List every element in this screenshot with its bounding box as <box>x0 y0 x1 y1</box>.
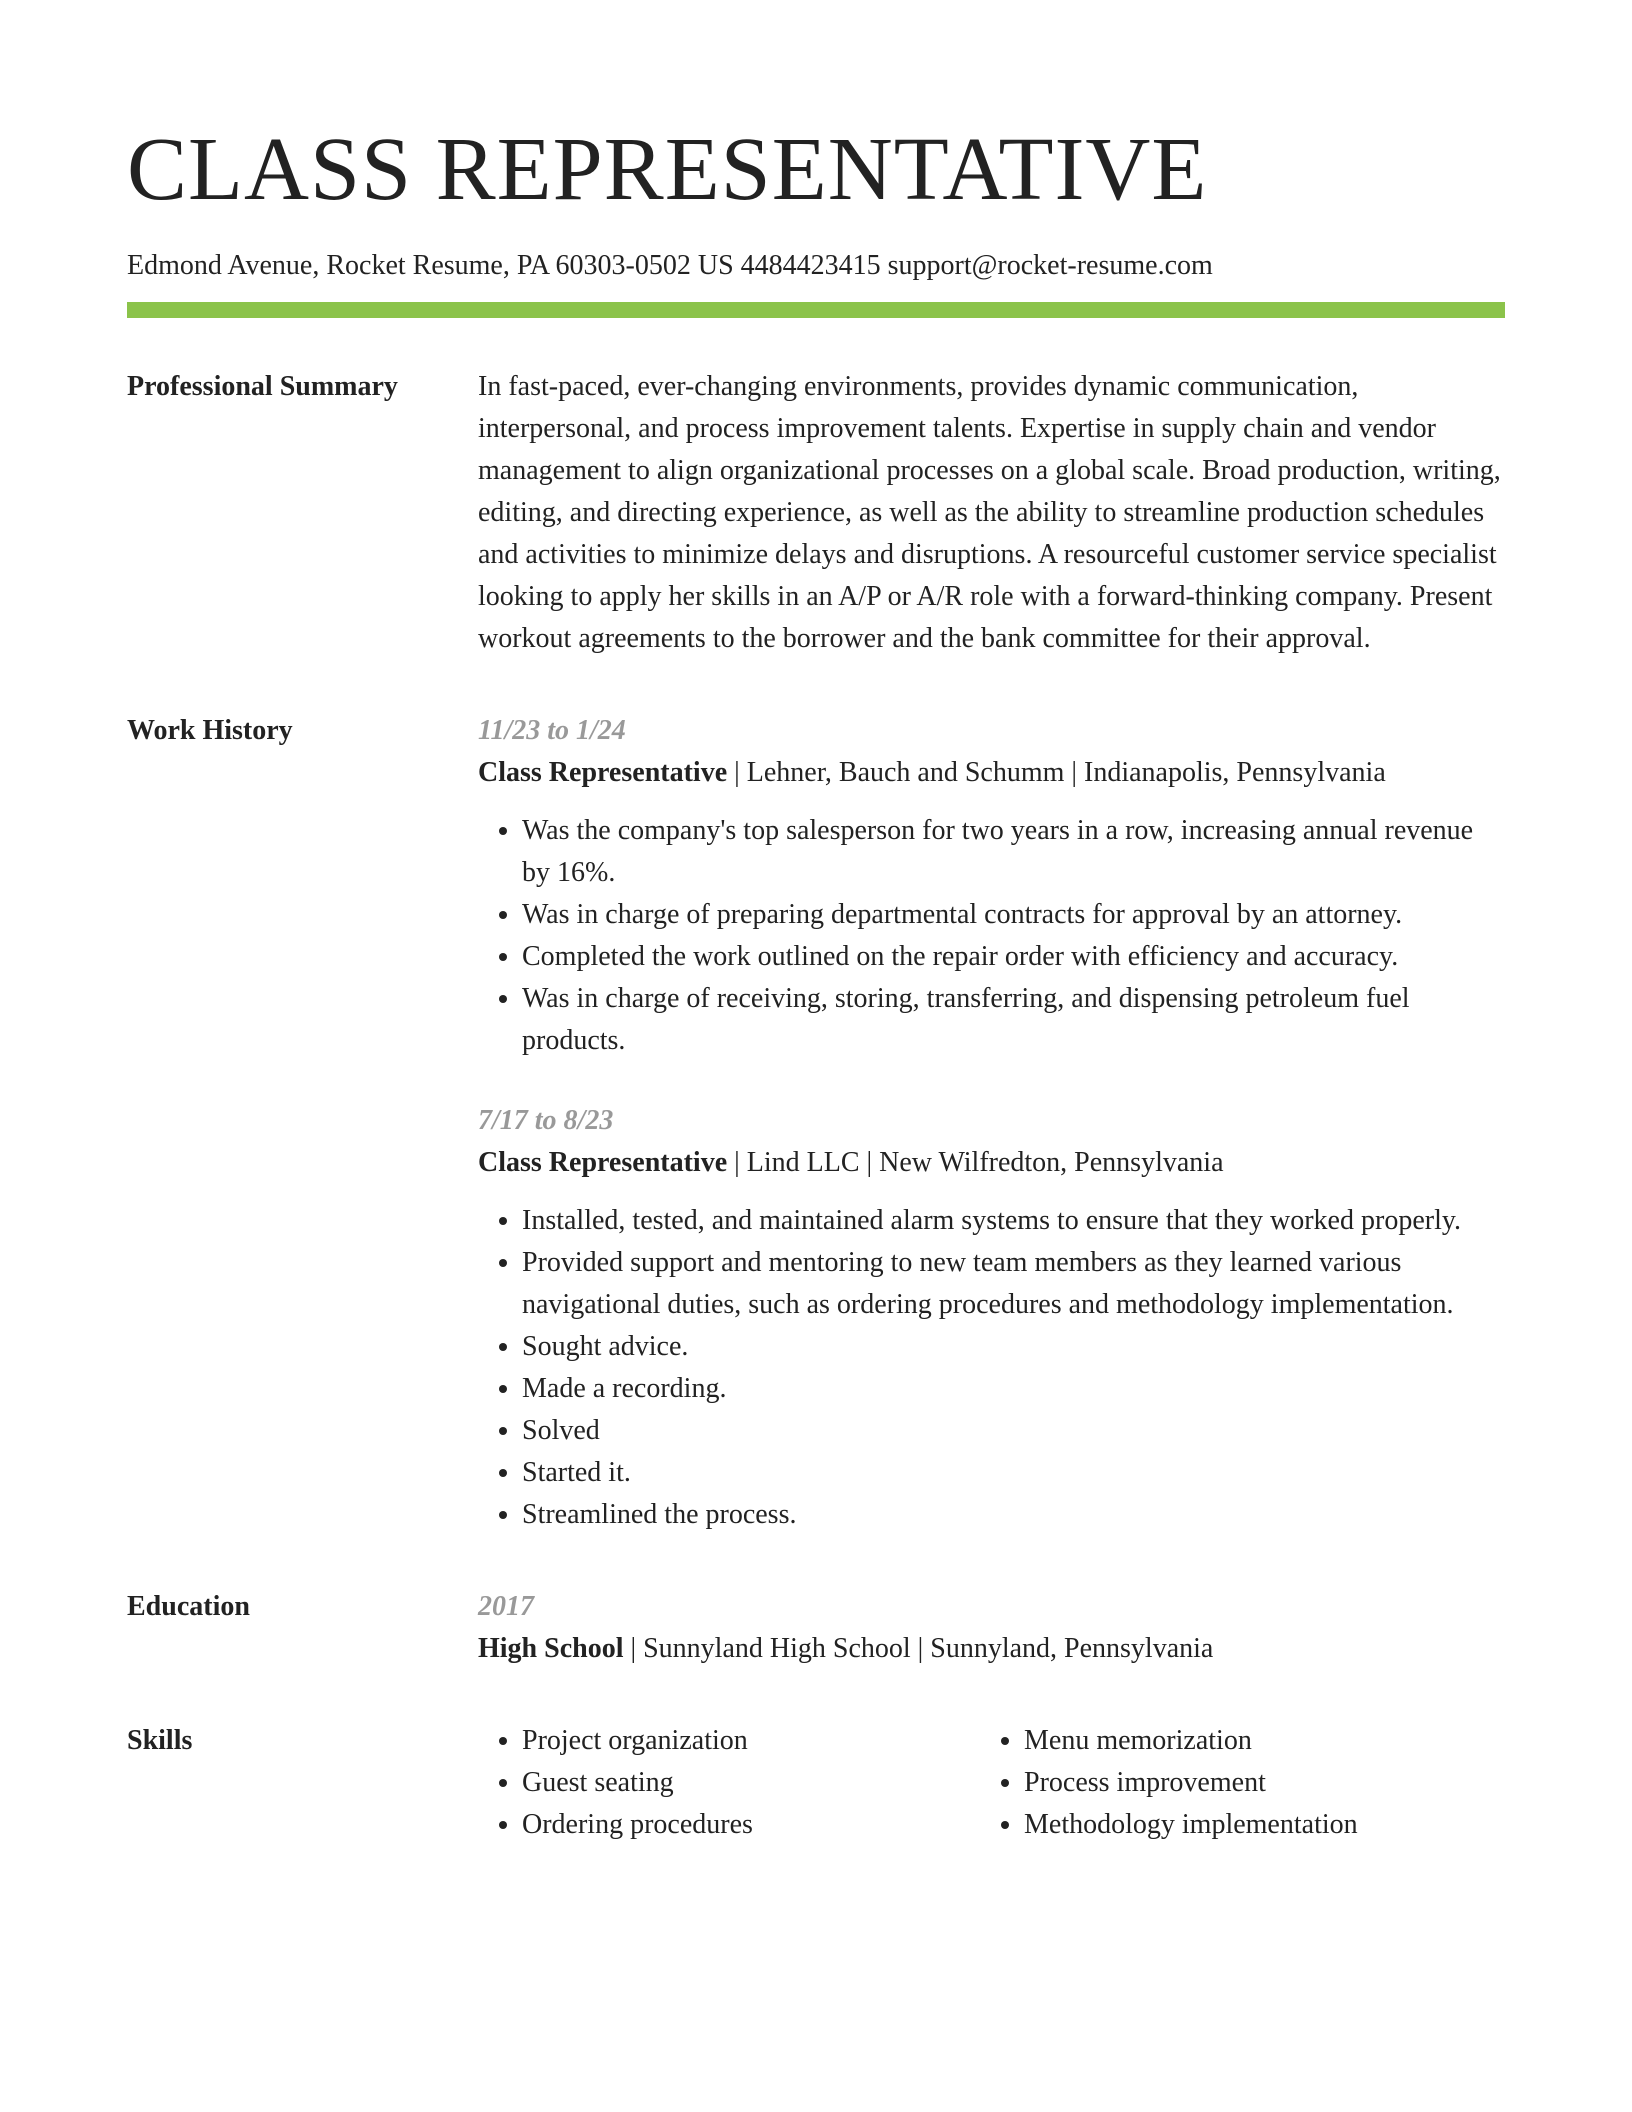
job-bullets <box>478 1200 1505 1536</box>
resume-name: CLASS REPRESENTATIVE <box>127 120 1208 219</box>
job-title: Class Representative <box>478 1147 728 1178</box>
skills-list-right <box>980 1720 1482 1846</box>
accent-divider <box>127 302 1505 318</box>
skills-list-left <box>478 1720 980 1846</box>
education-line <box>478 1628 1505 1670</box>
job-bullet: • Started it. <box>522 1452 1505 1494</box>
skill-item: • Process improvement <box>1024 1762 1482 1804</box>
work-history-section <box>127 710 1505 1536</box>
summary-section <box>127 366 1505 660</box>
job-entry <box>478 710 1505 1062</box>
education-label: Education <box>127 1591 250 1622</box>
contact-line: Edmond Avenue, Rocket Resume, PA 60303-0502 US 4484423415 support@rocket-resume.com <box>127 250 1213 281</box>
job-bullet: • Provided support and mentoring to new team members as they learned various navigational duties, such as ordering procedures and methodology implementation. <box>522 1242 1505 1326</box>
job-bullets <box>478 810 1505 1062</box>
job-bullet: • Sought advice. <box>522 1326 1505 1368</box>
job-dates: 7/17 to 8/23 <box>478 1105 614 1136</box>
skills-columns <box>478 1720 1505 1846</box>
skill-item: • Menu memorization <box>1024 1720 1482 1762</box>
summary-text: In fast-paced, ever-changing environments, provides dynamic communication, interpersonal, and process improvement talents. Expertise in supply chain and vendor management to align organizational processes on a global scale. Broad production, writing, editing, and directing experience, as well as the ability to streamline production schedules and activities to minimize delays and disruptions. A resourceful customer service specialist looking to apply her skills in an A/P or A/R role with a forward-thinking company. Present workout agreements to the borrower and the bank committee for their approval. <box>478 371 1501 654</box>
skill-item: • Methodology implementation <box>1024 1804 1482 1846</box>
job-title: Class Representative <box>478 757 728 788</box>
job-dates: 11/23 to 1/24 <box>478 715 626 746</box>
job-bullet: • Completed the work outlined on the repair order with efficiency and accuracy. <box>522 936 1505 978</box>
education-year: 2017 <box>478 1591 534 1622</box>
education-details: | Sunnyland High School | Sunnyland, Pennsylvania <box>623 1633 1214 1664</box>
education-section <box>127 1586 1505 1670</box>
job-bullet: • Was in charge of preparing departmental contracts for approval by an attorney. <box>522 894 1505 936</box>
job-line <box>478 752 1505 794</box>
job-bullet: • Made a recording. <box>522 1368 1505 1410</box>
work-history-label: Work History <box>127 715 293 746</box>
job-bullet: • Installed, tested, and maintained alarm systems to ensure that they worked properly. <box>522 1200 1505 1242</box>
skills-section <box>127 1720 1505 1846</box>
skill-item: • Guest seating <box>522 1762 980 1804</box>
skill-item: • Project organization <box>522 1720 980 1762</box>
job-line <box>478 1142 1505 1184</box>
job-bullet: • Streamlined the process. <box>522 1494 1505 1536</box>
job-details: | Lehner, Bauch and Schumm | Indianapolis, Pennsylvania <box>727 757 1386 788</box>
job-entry <box>478 1100 1505 1536</box>
job-bullet: • Was the company's top salesperson for two years in a row, increasing annual revenue by 16%. <box>522 810 1505 894</box>
job-bullet: • Solved <box>522 1410 1505 1452</box>
job-details: | Lind LLC | New Wilfredton, Pennsylvania <box>727 1147 1224 1178</box>
education-degree: High School <box>478 1633 624 1664</box>
job-bullet: • Was in charge of receiving, storing, transferring, and dispensing petroleum fuel products. <box>522 978 1505 1062</box>
skill-item: • Ordering procedures <box>522 1804 980 1846</box>
skills-label: Skills <box>127 1725 193 1756</box>
summary-label: Professional Summary <box>127 371 398 402</box>
